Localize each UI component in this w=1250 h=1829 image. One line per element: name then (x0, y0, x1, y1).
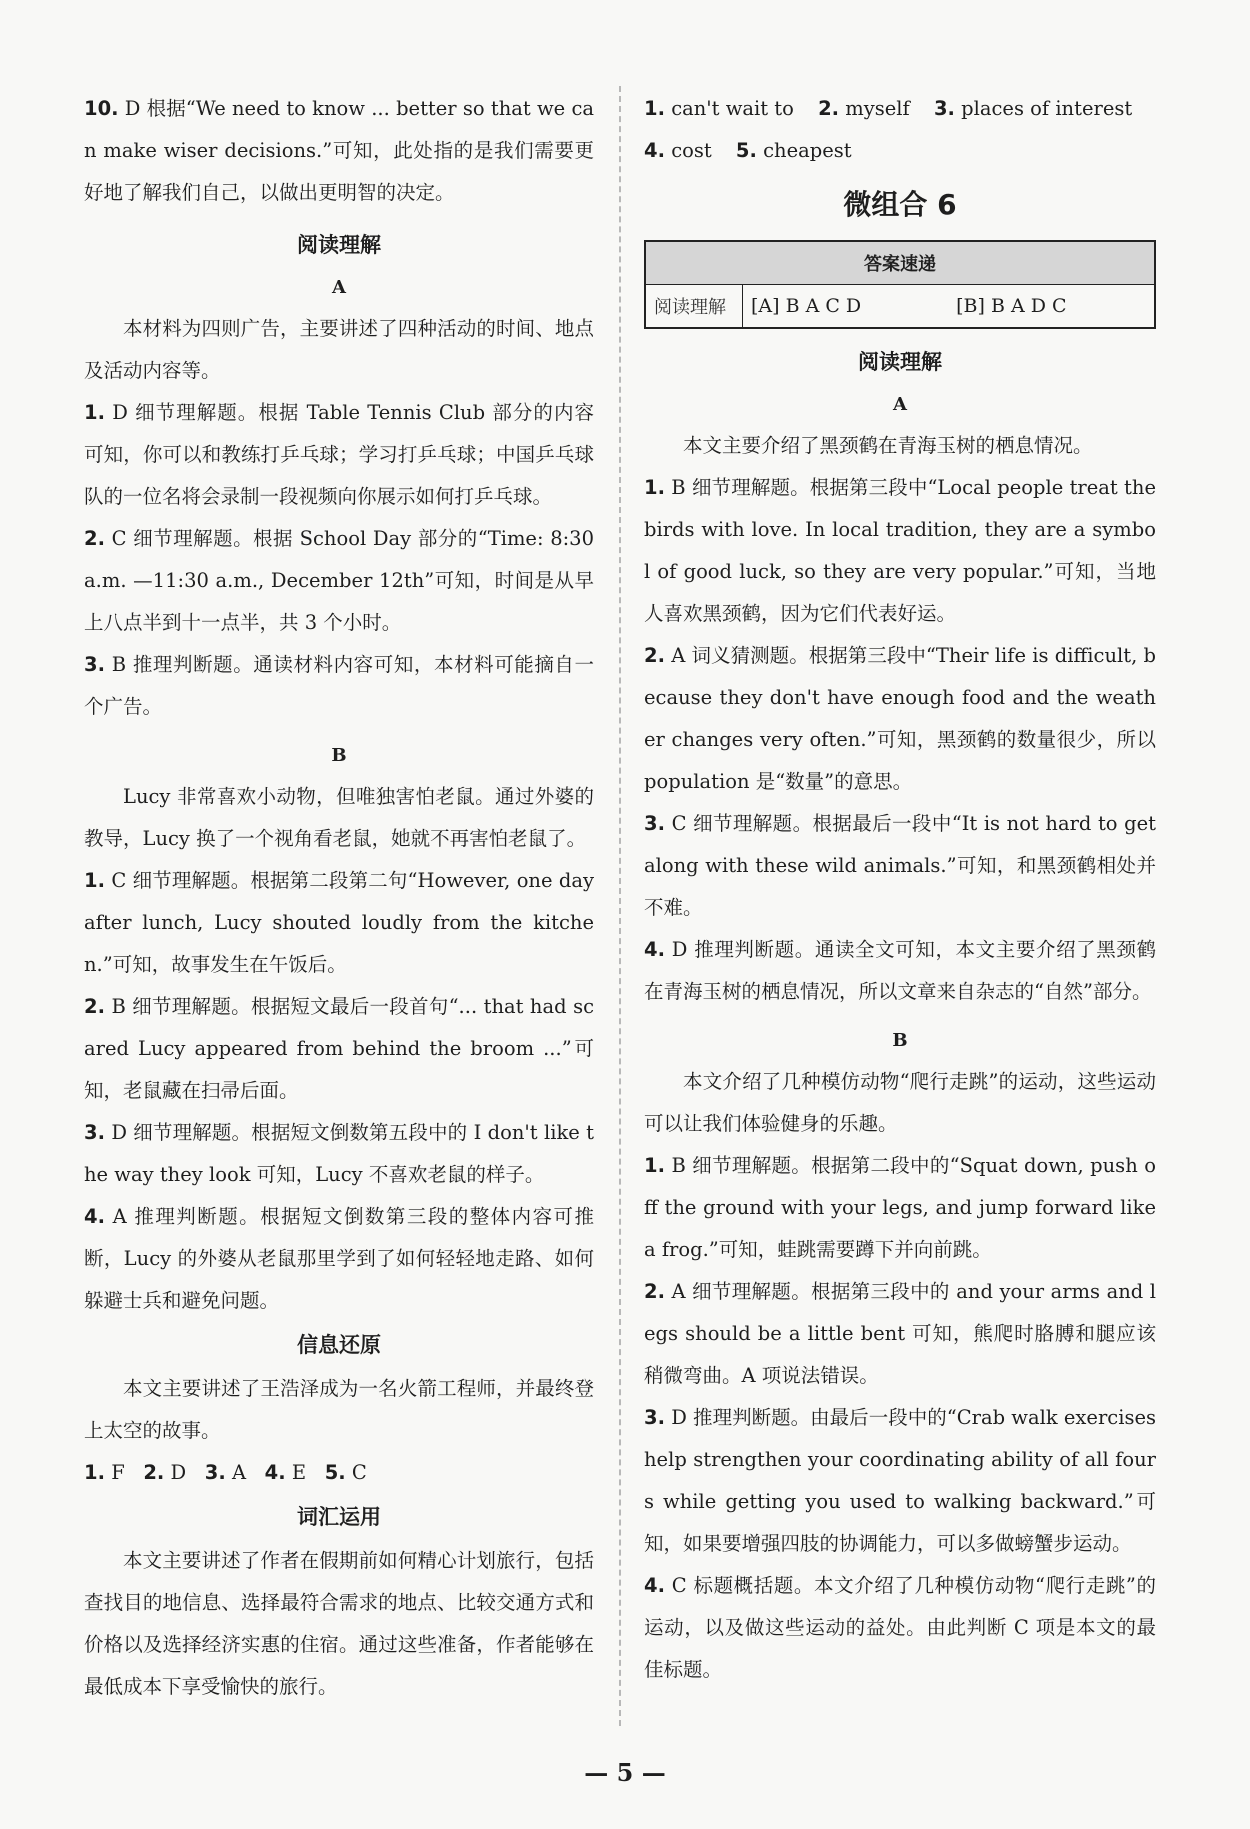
subsection-label: A (893, 394, 907, 415)
answer-item: 10. D 根据“We need to know ... better so that we can make wiser decisions.”可知，此处指的是我们需要更好地了解我们自己，以做出更明智的决定。 (84, 97, 594, 204)
answer-item: 1. B 细节理解题。根据第二段中的“Squat down, push off the ground with your legs, and jump forward like a frog.”可知，蛙跳需要蹲下并向前跳。 (644, 1154, 1156, 1261)
answer-table (644, 240, 1156, 329)
answer-item: 1. B 细节理解题。根据第三段中“Local people treat the birds with love. In local tradition, they are a symbol of good luck, so they are very popular.”可知，当地人喜欢黑颈鹤，因为它们代表好运。 (644, 476, 1156, 625)
subsection-label: A (332, 277, 346, 298)
answer-key-line: 1. can't wait to 2. myself 3. places of interest (644, 97, 1133, 120)
answer-item: 2. A 细节理解题。根据第三段中的 and your arms and legs should be a little bent 可知，熊爬时胳膊和腿应该稍微弯曲。A 项说法错误。 (644, 1280, 1156, 1387)
left-column (84, 88, 594, 1708)
answer-item: 2. A 词义猜测题。根据第三段中“Their life is difficult, because they don't have enough food and the weather changes very often.”可知，黑颈鹤的数量很少，所以 population 是“数量”的意思。 (644, 644, 1156, 793)
passage-summary: 本文主要讲述了王浩泽成为一名火箭工程师，并最终登上太空的故事。 (84, 1377, 594, 1442)
answer-item: 2. C 细节理解题。根据 School Day 部分的“Time: 8:30 a.m. —11:30 a.m., December 12th”可知，时间是从早上八点半到十一点半，共 3 个小时。 (84, 527, 594, 634)
answer-item: 1. C 细节理解题。根据第二段第二句“However, one day after lunch, Lucy shouted loudly from the kitchen.”可知，故事发生在午饭后。 (84, 869, 594, 976)
passage-summary: 本文主要介绍了黑颈鹤在青海玉树的栖息情况。 (683, 434, 1093, 457)
answer-table-label: 阅读理解 (645, 285, 743, 329)
section-title: 词汇运用 (297, 1505, 381, 1529)
answer-table-b: [B] B A D C (956, 295, 1067, 317)
right-column (644, 88, 1156, 1691)
passage-summary: 本文主要讲述了作者在假期前如何精心计划旅行，包括查找目的地信息、选择最符合需求的地点、比较交通方式和价格以及选择经济实惠的住宿。通过这些准备，作者能够在最低成本下享受愉快的旅行。 (84, 1549, 594, 1698)
answer-table-a: [A] B A C D (751, 295, 862, 317)
passage-summary: 本材料为四则广告，主要讲述了四种活动的时间、地点及活动内容等。 (84, 317, 594, 382)
passage-summary: 本文介绍了几种模仿动物“爬行走跳”的运动，这些运动可以让我们体验健身的乐趣。 (644, 1070, 1156, 1135)
subsection-label: B (331, 745, 347, 766)
answer-key-line: 1. F 2. D 3. A 4. E 5. C (84, 1461, 367, 1484)
subsection-label: B (892, 1030, 908, 1051)
passage-summary: Lucy 非常喜欢小动物，但唯独害怕老鼠。通过外婆的教导，Lucy 换了一个视角看老鼠，她就不再害怕老鼠了。 (84, 785, 594, 850)
answer-item: 1. D 细节理解题。根据 Table Tennis Club 部分的内容可知，你可以和教练打乒乓球；学习打乒乓球；中国乒乓球队的一位名将会录制一段视频向你展示如何打乒乓球。 (84, 401, 594, 508)
column-divider (619, 86, 621, 1726)
answer-key-line: 4. cost 5. cheapest (644, 139, 852, 162)
answer-item: 3. B 推理判断题。通读材料内容可知，本材料可能摘自一个广告。 (84, 653, 594, 718)
answer-item: 3. D 细节理解题。根据短文倒数第五段中的 I don't like the way they look 可知，Lucy 不喜欢老鼠的样子。 (84, 1121, 594, 1186)
section-title: 阅读理解 (858, 350, 942, 374)
section-title: 信息还原 (297, 1333, 381, 1357)
answer-table-header: 答案速递 (645, 241, 1155, 285)
unit-title: 微组合 6 (843, 188, 957, 221)
section-title: 阅读理解 (297, 233, 381, 257)
answer-item: 3. D 推理判断题。由最后一段中的“Crab walk exercises help strengthen your coordinating ability of all fours while getting you used to walking backward.”可知，如果要增强四肢的协调能力，可以多做螃蟹步运动。 (644, 1406, 1156, 1555)
answer-item: 4. C 标题概括题。本文介绍了几种模仿动物“爬行走跳”的运动，以及做这些运动的益处。由此判断 C 项是本文的最佳标题。 (644, 1574, 1156, 1681)
answer-item: 2. B 细节理解题。根据短文最后一段首句“... that had scared Lucy appeared from behind the broom ...”可知，老鼠藏在扫帚后面。 (84, 995, 594, 1102)
answer-item: 3. C 细节理解题。根据最后一段中“It is not hard to get along with these wild animals.”可知，和黑颈鹤相处并不难。 (644, 812, 1156, 919)
answer-item: 4. D 推理判断题。通读全文可知，本文主要介绍了黑颈鹤在青海玉树的栖息情况，所以文章来自杂志的“自然”部分。 (644, 938, 1156, 1003)
page-number: — 5 — (584, 1758, 666, 1787)
answer-item: 4. A 推理判断题。根据短文倒数第三段的整体内容可推断，Lucy 的外婆从老鼠那里学到了如何轻轻地走路、如何躲避士兵和避免问题。 (84, 1205, 594, 1312)
